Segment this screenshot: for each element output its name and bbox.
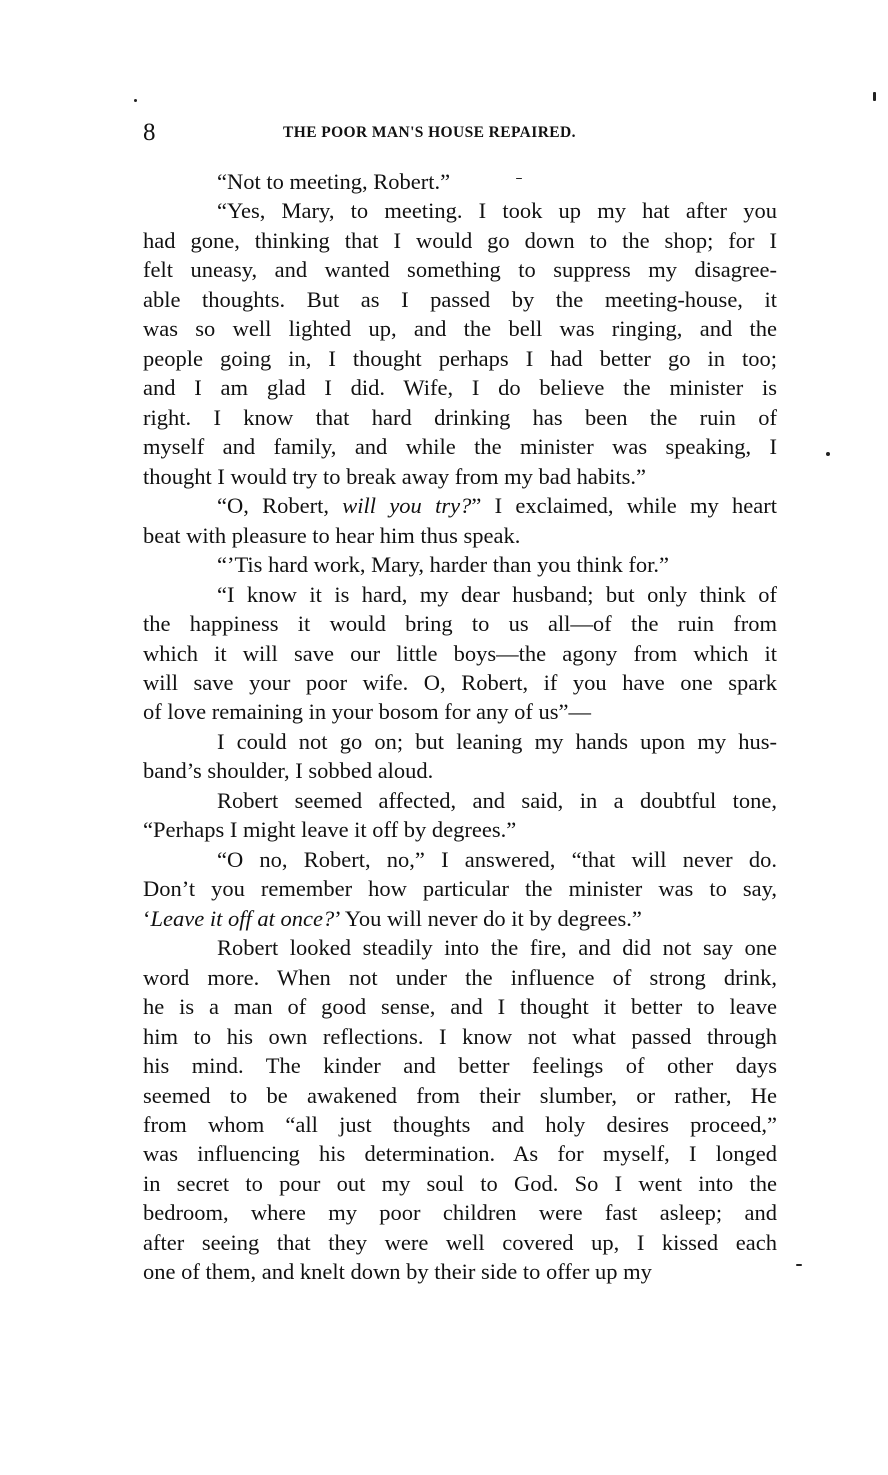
italic-emphasis: Leave it off at once? xyxy=(150,905,335,931)
scan-speck xyxy=(134,99,137,102)
scan-speck xyxy=(873,92,876,101)
text-line: bedroom, where my poor children were fast asleep; and xyxy=(143,1200,777,1226)
text-line: his mind. The kinder and better feelings of other days xyxy=(143,1053,777,1079)
text-line: he is a man of good sense, and I thought it better to leave xyxy=(143,994,777,1020)
body-text xyxy=(143,167,777,1287)
text-line: Don’t you remember how particular the minister was to say, xyxy=(143,876,777,902)
scan-speck xyxy=(796,1264,802,1266)
text-line: word more. When not under the influence of strong drink, xyxy=(143,964,777,990)
running-title: THE POOR MAN'S HOUSE REPAIRED. xyxy=(283,124,576,141)
page-number: 8 xyxy=(143,119,156,146)
paragraph xyxy=(143,491,777,550)
scan-speck xyxy=(826,452,830,456)
paragraph xyxy=(143,786,777,845)
text-line: him to his own reflections. I know not what passed through xyxy=(143,1023,777,1049)
text-line: seemed to be awakened from their slumber, or rather, He xyxy=(143,1082,777,1108)
page-header xyxy=(143,119,778,147)
text-line: had gone, thinking that I would go down to the shop; for I xyxy=(143,227,777,253)
text-line: which it will save our little boys—the agony from which it xyxy=(143,640,777,666)
text-line: after seeing that they were well covered up, I kissed each xyxy=(143,1229,777,1255)
text-line: band’s shoulder, I sobbed aloud. xyxy=(143,758,434,784)
text-line: one of them, and knelt down by their side to offer up my xyxy=(143,1259,652,1285)
text-line: beat with pleasure to hear him thus speak. xyxy=(143,522,521,548)
paragraph xyxy=(143,727,777,786)
text-line: able thoughts. But as I passed by the meeting-house, it xyxy=(143,286,777,312)
text-line: “O no, Robert, no,” I answered, “that will never do. xyxy=(217,846,777,872)
paragraph xyxy=(143,580,777,727)
text-line: “I know it is hard, my dear husband; but only think of xyxy=(217,581,777,607)
text-line: “Yes, Mary, to meeting. I took up my hat after you xyxy=(217,198,777,224)
scan-speck xyxy=(516,178,522,179)
text-line: the happiness it would bring to us all—of the ruin from xyxy=(143,611,777,637)
text-line: was influencing his determination. As for myself, I longed xyxy=(143,1141,777,1167)
paragraph xyxy=(143,550,777,579)
text-line: “Not to meeting, Robert.” xyxy=(217,169,451,194)
text-line: “O, Robert, will you try?” I exclaimed, while my heart xyxy=(217,493,777,519)
text-line: felt uneasy, and wanted something to suppress my disagree- xyxy=(143,257,777,283)
text-line: of love remaining in your bosom for any of us”— xyxy=(143,699,592,725)
text-line: I could not go on; but leaning my hands upon my hus- xyxy=(217,728,777,754)
paragraph xyxy=(143,933,777,1287)
paragraph xyxy=(143,167,777,196)
text-line: will save your poor wife. O, Robert, if you have one spark xyxy=(143,669,777,695)
text-line: “’Tis hard work, Mary, harder than you think for.” xyxy=(217,552,669,578)
text-line: from whom “all just thoughts and holy desires proceed,” xyxy=(143,1112,777,1137)
text-line: Robert seemed affected, and said, in a doubtful tone, xyxy=(217,787,777,813)
text-line: was so well lighted up, and the bell was ringing, and the xyxy=(143,316,777,342)
text-line: right. I know that hard drinking has been the ruin of xyxy=(143,404,777,430)
text-line: myself and family, and while the minister was speaking, I xyxy=(143,434,777,460)
text-line: Robert looked steadily into the fire, and did not say one xyxy=(217,935,777,961)
paragraph xyxy=(143,845,777,933)
text-line: thought I would try to break away from my bad habits.” xyxy=(143,463,647,489)
paragraph xyxy=(143,196,777,491)
text-line: and I am glad I did. Wife, I do believe the minister is xyxy=(143,375,777,401)
italic-emphasis: will you try? xyxy=(342,493,472,519)
text-line: people going in, I thought perhaps I had better go in too; xyxy=(143,345,777,371)
text-line: “Perhaps I might leave it off by degrees.” xyxy=(143,817,517,843)
text-line: in secret to pour out my soul to God. So I went into the xyxy=(143,1170,777,1196)
text-line: ‘Leave it off at once?’ You will never do it by degrees.” xyxy=(143,905,642,931)
